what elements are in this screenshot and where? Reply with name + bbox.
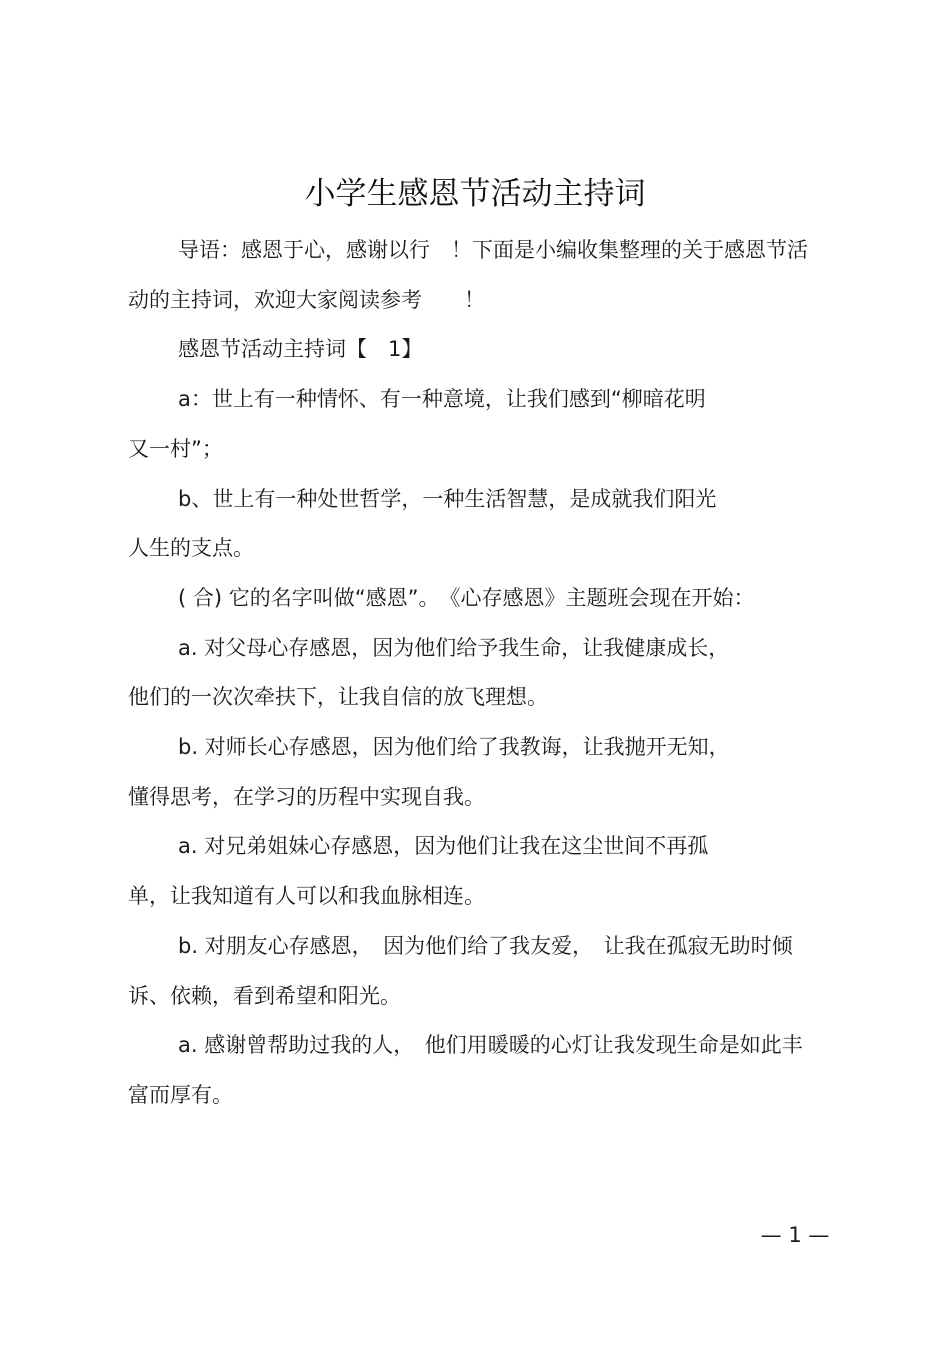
page-number: — 1 — xyxy=(760,1223,830,1247)
section-heading: 感恩节活动主持词【 1】 xyxy=(178,337,423,362)
paragraph: ( 合) 它的名字叫做“感恩”。 《心存感恩》主题班会现在开始： xyxy=(178,585,755,610)
paragraph: a：世上有一种情怀、有一种意境，让我们感到“柳暗花明 又一村”； xyxy=(128,387,706,461)
paragraph: b、世上有一种处世哲学，一种生活智慧，是成就我们阳光 人生的支点。 xyxy=(128,486,717,561)
paragraph: a. 对父母心存感恩，因为他们给予我生命，让我健康成长， 他们的一次次牵扶下，让我自信的放飞理想。 xyxy=(128,635,730,710)
paragraph: b. 对朋友心存感恩， 因为他们给了我友爱， 让我在孤寂无助时倾诉、依赖，看到希望和阳光。 xyxy=(128,933,793,1008)
paragraph: b. 对师长心存感恩，因为他们给了我教诲，让我抛开无知， 懂得思考，在学习的历程中实现自我。 xyxy=(128,735,730,809)
paragraph: a. 对兄弟姐妹心存感恩，因为他们让我在这尘世间不再孤 单，让我知道有人可以和我血脉相连。 xyxy=(128,834,709,909)
intro-paragraph: 导语：感恩于心，感谢以行 ！下面是小编收集整理的关于感恩节活动的主持词，欢迎大家阅读参考 ！ xyxy=(128,238,808,312)
document-title: 小学生感恩节活动主持词 xyxy=(304,176,646,212)
document-body xyxy=(128,226,818,1121)
paragraph: a. 感谢曾帮助过我的人， 他们用暖暖的心灯让我发现生命是如此丰富而厚有。 xyxy=(128,1033,803,1107)
